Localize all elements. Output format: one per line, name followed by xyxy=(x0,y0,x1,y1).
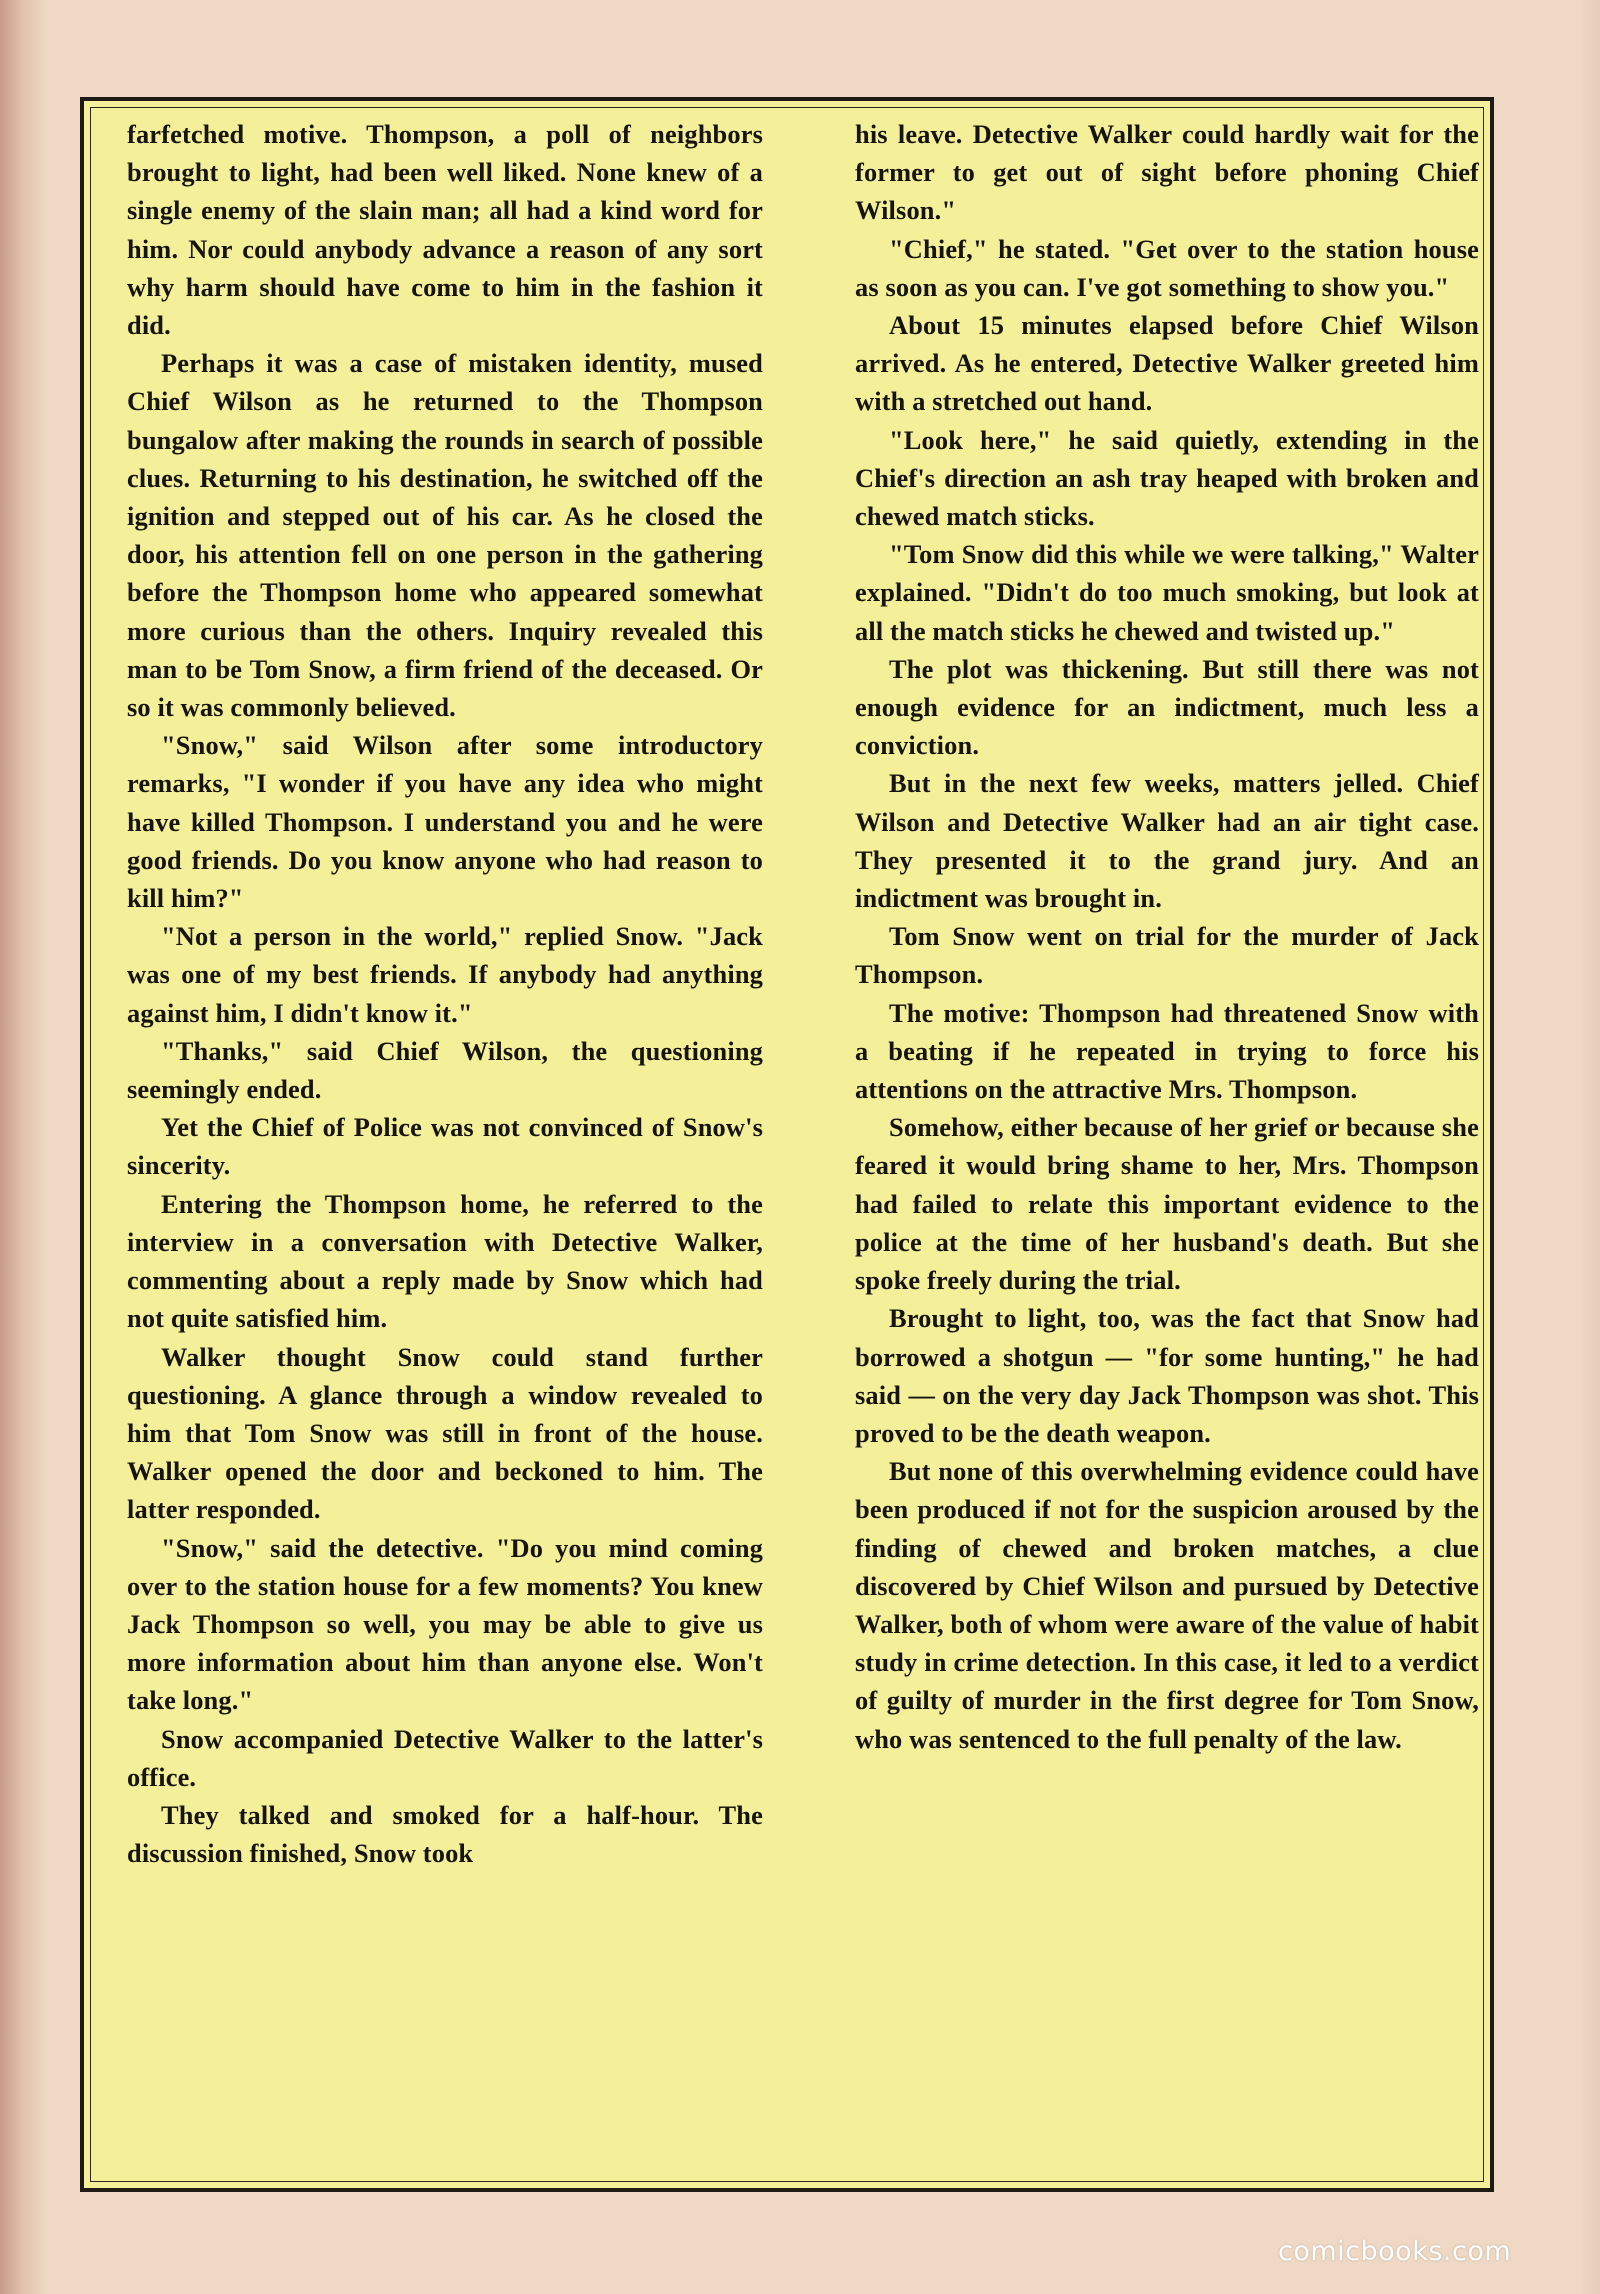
paragraph: About 15 minutes elapsed before Chief Wilson arrived. As he entered, Detective Walker greeted him with a stretched out hand. xyxy=(855,310,1479,417)
right-text-column xyxy=(855,115,1479,1758)
paragraph: "Not a person in the world," replied Snow. "Jack was one of my best friends. If anybody had anything against him, I didn't know it." xyxy=(127,921,763,1028)
paragraph: The plot was thickening. But still there was not enough evidence for an indictment, much less a conviction. xyxy=(855,653,1479,761)
paragraph: "Snow," said Wilson after some introductory remarks, "I wonder if you have any idea who might have killed Thompson. I understand you and he were good friends. Do you know anyone who had reason to kill him?" xyxy=(127,730,763,914)
left-text-column xyxy=(127,115,763,1872)
paragraph: Entering the Thompson home, he referred to the interview in a conversation with Detective Walker, commenting about a reply made by Snow which had not quite satisfied him. xyxy=(127,1188,763,1334)
paragraph: "Tom Snow did this while we were talking," Walter explained. "Didn't do too much smoking, but look at all the match sticks he chewed and twisted up." xyxy=(855,539,1479,646)
paragraph: Snow accompanied Detective Walker to the latter's office. xyxy=(127,1723,763,1792)
paragraph: his leave. Detective Walker could hardly wait for the former to get out of sight before phoning Chief Wilson." xyxy=(855,119,1479,226)
paragraph: Somehow, either because of her grief or because she feared it would bring shame to her, Mrs. Thompson had failed to relate this important evidence to the police at the time of her husband's death. But she spoke freely during the trial. xyxy=(855,1112,1479,1296)
paragraph: Walker thought Snow could stand further questioning. A glance through a window revealed to him that Tom Snow was still in front of the house. Walker opened the door and beckoned to him. The latter responded. xyxy=(127,1341,763,1525)
story-text-panel xyxy=(80,97,1494,2192)
watermark-text: comicbooks.com xyxy=(1278,2236,1512,2267)
paragraph: But none of this overwhelming evidence could have been produced if not for the suspicion aroused by the finding of chewed and broken matches, a clue discovered by Chief Wilson and pursued by Detective Walker, both of whom were aware of the value of habit study in crime detection. In this case, it led to a verdict of guilty of murder in the first degree for Tom Snow, who was sentenced to the full penalty of the law. xyxy=(855,1456,1479,1754)
page-binding-edge xyxy=(0,0,46,2294)
paragraph: But in the next few weeks, matters jelled. Chief Wilson and Detective Walker had an air tight case. They presented it to the grand jury. And an indictment was brought in. xyxy=(855,768,1479,914)
paragraph: farfetched motive. Thompson, a poll of neighbors brought to light, had been well liked. None knew of a single enemy of the slain man; all had a kind word for him. Nor could anybody advance a reason of any sort why harm should have come to him in the fashion it did. xyxy=(127,119,763,341)
page-right-edge xyxy=(1580,0,1600,2294)
paragraph: Perhaps it was a case of mistaken identity, mused Chief Wilson as he returned to the Thompson bungalow after making the rounds in search of possible clues. Returning to his destination, he switched off the ignition and stepped out of his car. As he closed the door, his attention fell on one person in the gathering before the Thompson home who appeared somewhat more curious than the others. Inquiry revealed this man to be Tom Snow, a firm friend of the deceased. Or so it was commonly believed. xyxy=(127,348,763,723)
paragraph: Tom Snow went on trial for the murder of Jack Thompson. xyxy=(855,921,1479,990)
paragraph: "Snow," said the detective. "Do you mind coming over to the station house for a few moments? You knew Jack Thompson so well, you may be able to give us more information about him than anyone else. Won't take long." xyxy=(127,1532,763,1716)
paragraph: "Chief," he stated. "Get over to the station house as soon as you can. I've got something to show you." xyxy=(855,233,1479,302)
paragraph: Yet the Chief of Police was not convinced of Snow's sincerity. xyxy=(127,1112,763,1181)
paragraph: Brought to light, too, was the fact that Snow had borrowed a shotgun — "for some hunting," he had said — on the very day Jack Thompson was shot. This proved to be the death weapon. xyxy=(855,1303,1479,1448)
paragraph: "Thanks," said Chief Wilson, the questioning seemingly ended. xyxy=(127,1035,763,1105)
paragraph: They talked and smoked for a half-hour. The discussion finished, Snow took xyxy=(127,1799,763,1869)
paragraph: "Look here," he said quietly, extending in the Chief's direction an ash tray heaped with broken and chewed match sticks. xyxy=(855,424,1479,532)
paragraph: The motive: Thompson had threatened Snow with a beating if he repeated in trying to force his attentions on the attractive Mrs. Thompson. xyxy=(855,997,1479,1105)
